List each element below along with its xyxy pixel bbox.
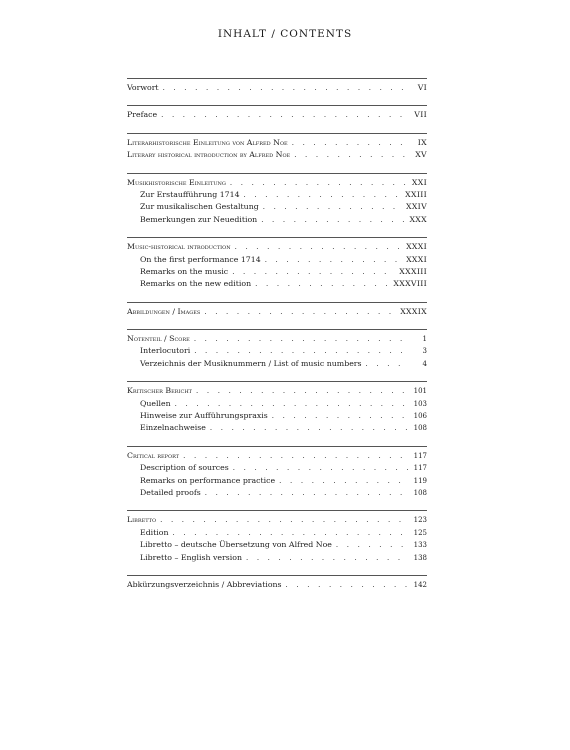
dot-leader xyxy=(265,254,402,266)
toc-entry[interactable] xyxy=(127,177,427,189)
dot-leader xyxy=(161,109,409,121)
entry-title: Music-historical introduction xyxy=(127,242,231,252)
toc-subentry[interactable] xyxy=(127,266,427,278)
toc-subentry[interactable] xyxy=(127,254,427,266)
dot-leader xyxy=(233,462,409,474)
page-number: XXX xyxy=(409,214,427,224)
page-number: 103 xyxy=(413,399,427,408)
entry-title: Preface xyxy=(127,110,158,120)
page-number: XV xyxy=(415,150,427,160)
toc-section xyxy=(127,173,427,227)
dot-leader xyxy=(255,278,389,290)
page-number: 3 xyxy=(422,347,427,356)
table-of-contents xyxy=(127,78,427,602)
page-number: XXXI xyxy=(406,242,427,252)
entry-title: Hinweise zur Aufführungspraxis xyxy=(140,411,268,421)
dot-leader xyxy=(173,527,409,539)
page-number: 1 xyxy=(422,335,427,344)
dot-leader xyxy=(286,579,409,591)
entry-title: Quellen xyxy=(140,398,171,408)
entry-title: Libretto – English version xyxy=(140,552,242,562)
entry-title: Vorwort xyxy=(127,83,159,92)
entry-title: Critical report xyxy=(127,450,180,460)
toc-section xyxy=(127,105,427,121)
dot-leader xyxy=(204,306,396,318)
page-number: VII xyxy=(414,110,427,120)
toc-section xyxy=(127,237,427,291)
toc-subentry[interactable] xyxy=(127,189,427,201)
page-number: 117 xyxy=(413,464,427,473)
dot-leader xyxy=(336,539,409,551)
page-number: 138 xyxy=(413,553,427,562)
dot-leader xyxy=(235,241,402,253)
toc-subentry[interactable] xyxy=(127,527,427,539)
entry-title: Libretto – deutsche Übersetzung von Alfred Noe xyxy=(140,540,332,550)
page-number: 108 xyxy=(413,424,427,433)
entry-title: Description of sources xyxy=(140,463,229,473)
dot-leader xyxy=(244,189,402,201)
entry-title: Verzeichnis der Musiknummern / List of music numbers xyxy=(140,358,362,368)
toc-section xyxy=(127,381,427,435)
entry-title: Musikhistorische Einleitung xyxy=(127,177,226,187)
dot-leader xyxy=(194,345,409,357)
toc-section xyxy=(127,78,427,94)
dot-leader xyxy=(261,214,405,226)
dot-leader xyxy=(183,450,409,462)
dot-leader xyxy=(232,266,395,278)
dot-leader xyxy=(230,177,408,189)
toc-subentry[interactable] xyxy=(127,410,427,422)
toc-entry[interactable] xyxy=(127,241,427,253)
page-number: XXXIII xyxy=(399,266,427,276)
dot-leader xyxy=(263,201,402,213)
dot-leader xyxy=(205,487,409,499)
toc-subentry[interactable] xyxy=(127,462,427,474)
toc-subentry[interactable] xyxy=(127,345,427,357)
dot-leader xyxy=(210,422,409,434)
page-number: 4 xyxy=(422,359,427,368)
dot-leader xyxy=(160,514,409,526)
toc-subentry[interactable] xyxy=(127,475,427,487)
dot-leader xyxy=(294,149,409,161)
entry-title: Libretto xyxy=(127,515,157,525)
toc-section xyxy=(127,133,427,162)
page-number: 133 xyxy=(413,541,427,550)
toc-section xyxy=(127,302,427,318)
toc-subentry[interactable] xyxy=(127,539,427,551)
toc-entry[interactable] xyxy=(127,82,427,94)
toc-entry[interactable] xyxy=(127,450,427,462)
page-number: XXI xyxy=(411,177,427,187)
page-number: 117 xyxy=(413,451,427,460)
toc-subentry[interactable] xyxy=(127,358,427,370)
dot-leader xyxy=(163,82,409,94)
dot-leader xyxy=(292,137,409,149)
entry-title: Detailed proofs xyxy=(140,487,201,497)
page-number: 108 xyxy=(413,488,427,497)
dot-leader xyxy=(279,475,409,487)
entry-title: On the first performance 1714 xyxy=(140,254,261,264)
entry-title: Zur Erstaufführung 1714 xyxy=(140,189,240,199)
entry-title: Kritischer Bericht xyxy=(127,386,193,396)
entry-title: Bemerkungen zur Neuedition xyxy=(140,214,258,224)
dot-leader xyxy=(272,410,409,422)
toc-subentry[interactable] xyxy=(127,487,427,499)
page-number: XXXVIII xyxy=(393,279,427,289)
entry-title: Zur musikalischen Gestaltung xyxy=(140,202,259,212)
entry-title: Abbildungen / Images xyxy=(127,306,201,316)
page-number: 142 xyxy=(413,580,427,589)
toc-subentry[interactable] xyxy=(127,422,427,434)
toc-entry[interactable] xyxy=(127,579,427,591)
toc-entry[interactable] xyxy=(127,514,427,526)
toc-section xyxy=(127,329,427,370)
entry-title: Remarks on the new edition xyxy=(140,279,252,289)
toc-section xyxy=(127,575,427,591)
entry-title: Abkürzungsverzeichnis / Abbreviations xyxy=(127,579,282,589)
toc-subentry[interactable] xyxy=(127,214,427,226)
page-number: IX xyxy=(417,137,427,147)
toc-entry[interactable] xyxy=(127,137,427,149)
toc-subentry[interactable] xyxy=(127,278,427,290)
page-number: XXIII xyxy=(405,189,427,199)
dot-leader xyxy=(194,333,409,345)
toc-entry[interactable] xyxy=(127,149,427,161)
entry-title: Remarks on the music xyxy=(140,266,229,276)
dot-leader xyxy=(196,385,409,397)
dot-leader xyxy=(366,358,409,370)
entry-title: Notenteil / Score xyxy=(127,334,190,344)
toc-section xyxy=(127,446,427,500)
toc-subentry[interactable] xyxy=(127,201,427,213)
toc-subentry[interactable] xyxy=(127,552,427,564)
page-number: VI xyxy=(417,83,427,92)
page-number: 106 xyxy=(413,412,427,421)
toc-entry[interactable] xyxy=(127,333,427,345)
contents-heading: INHALT / CONTENTS xyxy=(217,28,353,40)
page-number: 101 xyxy=(413,387,427,396)
page-number: 123 xyxy=(413,516,427,525)
entry-title: Interlocutori xyxy=(140,346,191,356)
page-number: XXXIX xyxy=(400,306,427,316)
toc-entry[interactable] xyxy=(127,385,427,397)
page-number: 119 xyxy=(413,476,427,485)
page-number: 125 xyxy=(413,528,427,537)
entry-title: Einzelnachweise xyxy=(140,423,206,433)
dot-leader xyxy=(175,398,409,410)
toc-section xyxy=(127,510,427,564)
entry-title: Literary historical introduction by Alfred Noe xyxy=(127,150,291,160)
toc-subentry[interactable] xyxy=(127,398,427,410)
page-number: XXIV xyxy=(405,202,427,212)
toc-entry[interactable] xyxy=(127,306,427,318)
entry-title: Remarks on performance practice xyxy=(140,475,276,485)
toc-entry[interactable] xyxy=(127,109,427,121)
entry-title: Literarhistorische Einleitung von Alfred Noe xyxy=(127,137,288,147)
page-number: XXXI xyxy=(406,254,427,264)
dot-leader xyxy=(246,552,409,564)
entry-title: Edition xyxy=(140,527,169,537)
